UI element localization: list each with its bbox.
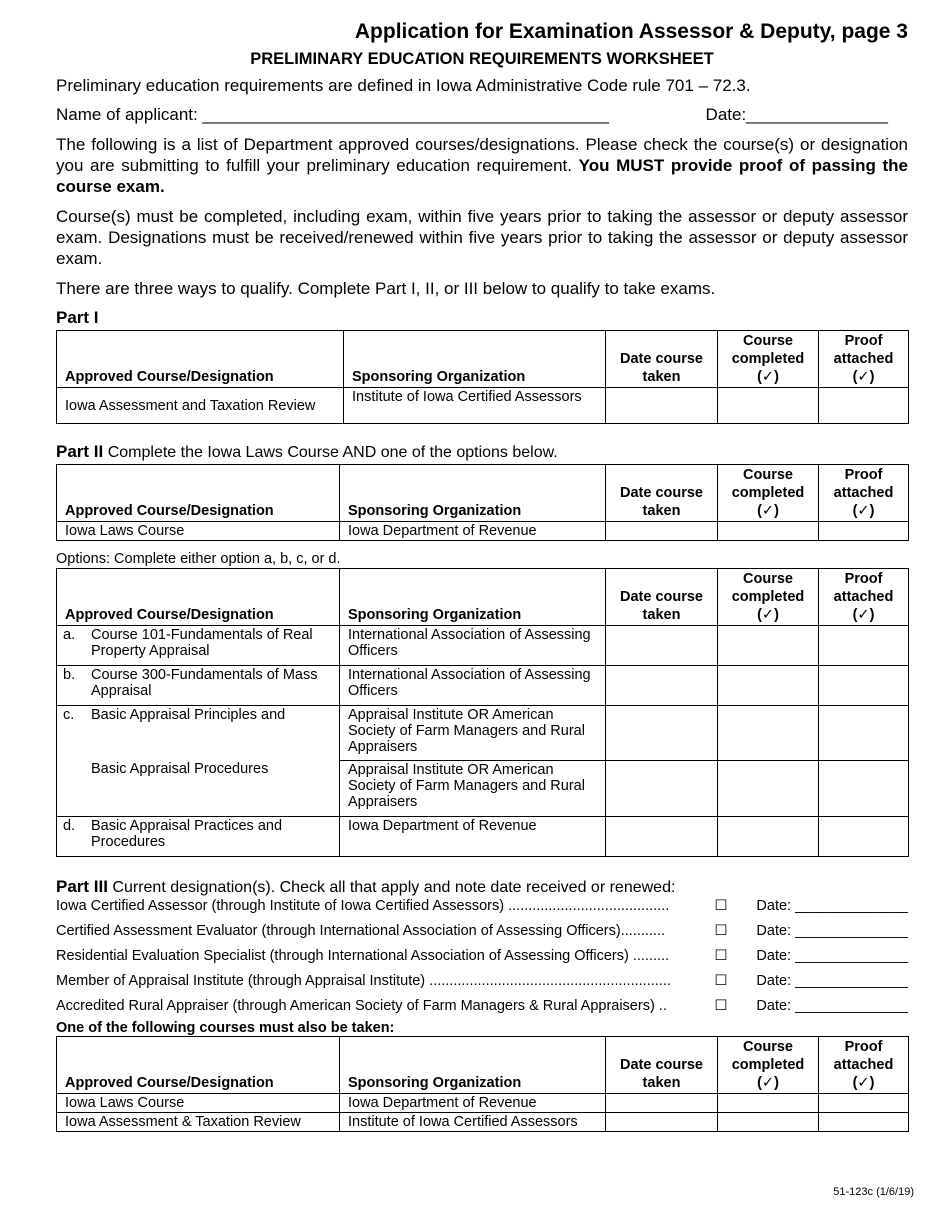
designation-row [56, 943, 908, 968]
col-completed: Course completed (✓) [718, 1037, 819, 1094]
rule-reference: Preliminary education requirements are defined in Iowa Administrative Code rule 701 – 72.3. [56, 76, 751, 95]
col-org: Sponsoring Organization [340, 569, 606, 626]
col-date: Date course taken [606, 465, 718, 522]
page-title: Application for Examination Assessor & Deputy, page 3 [354, 20, 908, 43]
table-header-row [57, 569, 909, 626]
col-proof: Proof attached (✓) [819, 1037, 909, 1094]
date-cell[interactable] [606, 626, 718, 666]
option-b-course: b. Course 300-Fundamentals of Mass Appraisal [57, 666, 340, 706]
completed-cell[interactable] [718, 388, 819, 424]
checkbox-icon[interactable]: ☐ [714, 947, 728, 964]
option-b-row [57, 666, 909, 706]
table-header-row [57, 1037, 909, 1094]
table-header-row [57, 331, 909, 388]
sponsor-org: Iowa Department of Revenue [340, 522, 606, 541]
form-page [56, 18, 908, 1132]
sponsor-org: Iowa Department of Revenue [340, 1094, 606, 1113]
date-cell[interactable] [606, 522, 718, 541]
designation-label: Iowa Certified Assessor (through Institute of Iowa Certified Assessors) ........................................ [56, 897, 670, 914]
option-d-org: Iowa Department of Revenue [340, 817, 606, 857]
options-note: Options: Complete either option a, b, c, or d. [56, 551, 341, 567]
designation-date[interactable]: Date: ______________ [756, 922, 908, 939]
course-name: Iowa Laws Course [57, 1094, 340, 1113]
col-org: Sponsoring Organization [340, 465, 606, 522]
applicant-date-field[interactable]: Date:_______________ [705, 105, 888, 124]
instructions-paragraph [56, 134, 908, 197]
col-date: Date course taken [606, 331, 718, 388]
option-c-course: c. Basic Appraisal Principles and Basic Appraisal Procedures [57, 706, 340, 817]
date-cell[interactable] [606, 817, 718, 857]
applicant-name-field[interactable]: Name of applicant: ___________________________________________ [56, 105, 610, 124]
course-name: Iowa Assessment & Taxation Review [57, 1113, 340, 1132]
completed-cell[interactable] [718, 666, 819, 706]
table-row [57, 388, 909, 424]
designation-row [56, 918, 908, 943]
date-cell[interactable] [606, 1113, 718, 1132]
table-row [57, 1113, 909, 1132]
table-header-row [57, 465, 909, 522]
col-course: Approved Course/Designation [57, 331, 344, 388]
proof-cell[interactable] [819, 1094, 909, 1113]
col-org: Sponsoring Organization [340, 1037, 606, 1094]
col-date: Date course taken [606, 569, 718, 626]
option-d-course: d. Basic Appraisal Practices and Procedures [57, 817, 340, 857]
col-org: Sponsoring Organization [344, 331, 606, 388]
checkbox-icon[interactable]: ☐ [714, 922, 728, 939]
completed-cell[interactable] [718, 1113, 819, 1132]
sponsor-org: Institute of Iowa Certified Assessors [344, 388, 606, 424]
part1-table [56, 330, 909, 424]
proof-cell[interactable] [819, 626, 909, 666]
designation-label: Certified Assessment Evaluator (through International Association of Assessing Officers)........... [56, 922, 666, 939]
col-completed: Course completed (✓) [718, 331, 819, 388]
applicant-row [56, 105, 908, 125]
proof-cell[interactable] [819, 522, 909, 541]
date-cell[interactable] [606, 706, 718, 817]
option-b-org: International Association of Assessing Officers [340, 666, 606, 706]
part2-heading: Part II Complete the Iowa Laws Course AND one of the options below. [56, 442, 558, 461]
proof-cell[interactable] [819, 1113, 909, 1132]
time-limit-paragraph: Course(s) must be completed, including exam, within five years prior to taking the assessor or deputy assessor exam. Designations must be received/renewed within five years prior to taking the assessor or deputy assessor exam. [56, 207, 908, 268]
date-cell[interactable] [606, 666, 718, 706]
col-completed: Course completed (✓) [718, 465, 819, 522]
option-a-row [57, 626, 909, 666]
designation-date[interactable]: Date: ______________ [756, 997, 908, 1014]
designation-label: Member of Appraisal Institute (through Appraisal Institute) ............................................................ [56, 972, 671, 989]
checkbox-icon[interactable]: ☐ [714, 897, 728, 914]
option-a-course: a. Course 101-Fundamentals of Real Property Appraisal [57, 626, 340, 666]
col-course: Approved Course/Designation [57, 569, 340, 626]
date-cell[interactable] [606, 388, 718, 424]
part2-instruction: Complete the Iowa Laws Course AND one of the options below. [107, 444, 558, 461]
sponsor-org: Institute of Iowa Certified Assessors [340, 1113, 606, 1132]
option-d-row [57, 817, 909, 857]
designation-label: Residential Evaluation Specialist (through International Association of Assessing Officers) ......... [56, 947, 670, 964]
col-proof: Proof attached (✓) [819, 331, 909, 388]
designation-date[interactable]: Date: ______________ [756, 972, 908, 989]
designation-list [56, 893, 908, 1018]
proof-requirement: You MUST provide proof of passing the course exam. [56, 156, 908, 196]
options-table [56, 568, 909, 857]
col-completed: Course completed (✓) [718, 569, 819, 626]
designation-row [56, 993, 908, 1018]
part1-heading: Part I [56, 308, 99, 327]
checkbox-icon[interactable]: ☐ [714, 972, 728, 989]
designation-date[interactable]: Date: ______________ [756, 947, 908, 964]
option-a-org: International Association of Assessing Officers [340, 626, 606, 666]
designation-row [56, 893, 908, 918]
course-name: Iowa Assessment and Taxation Review [57, 388, 344, 424]
col-proof: Proof attached (✓) [819, 569, 909, 626]
table-row [57, 522, 909, 541]
designation-row [56, 968, 908, 993]
completed-cell[interactable] [718, 706, 819, 817]
completed-cell[interactable] [718, 1094, 819, 1113]
table-row [57, 1094, 909, 1113]
completed-cell[interactable] [718, 817, 819, 857]
part2-table [56, 464, 909, 541]
col-date: Date course taken [606, 1037, 718, 1094]
proof-cell[interactable] [819, 817, 909, 857]
must-take-note: One of the following courses must also be taken: [56, 1020, 395, 1036]
col-course: Approved Course/Designation [57, 465, 340, 522]
date-cell[interactable] [606, 1094, 718, 1113]
option-c-org: Appraisal Institute OR American Society of Farm Managers and Rural Appraisers Appraisal Institute OR American Society of Farm Managers and Rural Appraisers [340, 706, 606, 817]
col-course: Approved Course/Designation [57, 1037, 340, 1094]
part3-instruction: Current designation(s). Check all that apply and note date received or renewed: [112, 879, 676, 896]
proof-cell[interactable] [819, 388, 909, 424]
form-number: 51-123c (1/6/19) [833, 1186, 914, 1198]
part3-heading: Part III Current designation(s). Check all that apply and note date received or renewed: [56, 877, 676, 896]
qualify-paragraph: There are three ways to qualify. Complete Part I, II, or III below to qualify to take exams. [56, 279, 716, 298]
proof-cell[interactable] [819, 706, 909, 817]
designation-date[interactable]: Date: ______________ [756, 897, 908, 914]
instructions-text: The following is a list of Department approved courses/designations. Please check the course(s) or designation you are submitting to fulfill your preliminary education requirement. [56, 135, 908, 175]
proof-cell[interactable] [819, 666, 909, 706]
course-name: Iowa Laws Course [57, 522, 340, 541]
checkbox-icon[interactable]: ☐ [714, 997, 728, 1014]
part3-table [56, 1036, 909, 1132]
completed-cell[interactable] [718, 522, 819, 541]
col-proof: Proof attached (✓) [819, 465, 909, 522]
designation-label: Accredited Rural Appraiser (through American Society of Farm Managers & Rural Appraisers) .. [56, 997, 667, 1014]
worksheet-subtitle: PRELIMINARY EDUCATION REQUIREMENTS WORKSHEET [250, 50, 714, 68]
option-c-row [57, 706, 909, 817]
completed-cell[interactable] [718, 626, 819, 666]
